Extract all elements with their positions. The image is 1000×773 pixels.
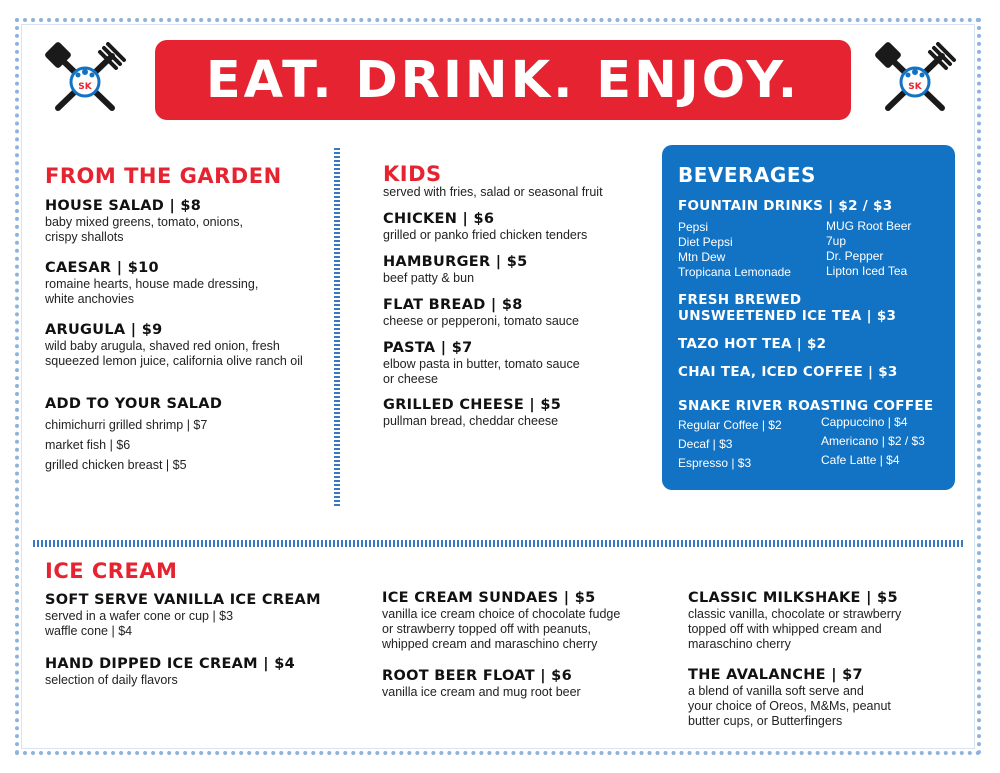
- kids-subtitle: served with fries, salad or seasonal fruit: [383, 185, 603, 199]
- menu-item-chicken: [383, 211, 587, 243]
- garden-title: FROM THE GARDEN: [45, 164, 282, 188]
- grill-logo-left: [42, 42, 128, 122]
- item-desc: vanilla ice cream and mug root beer: [382, 685, 581, 699]
- menu-item-hamburger: [383, 254, 528, 286]
- fresh-brewed-tea-heading: FRESH BREWED UNSWEETENED ICE TEA | $3: [678, 292, 897, 324]
- coffee-item: Regular Coffee | $2: [678, 418, 782, 432]
- item-desc: selection of daily flavors: [45, 673, 178, 687]
- coffee-item: Americano | $2 / $3: [821, 434, 925, 448]
- item-name: SOFT SERVE VANILLA ICE CREAM: [45, 592, 321, 608]
- item-name: ICE CREAM SUNDAES | $5: [382, 590, 596, 606]
- fountain-drink: 7up: [826, 234, 847, 248]
- beverages-title: BEVERAGES: [678, 163, 816, 187]
- menu-item-pasta: [383, 340, 580, 387]
- addon-item: chimichurri grilled shrimp | $7: [45, 418, 208, 432]
- item-desc: cheese or pepperoni, tomato sauce: [383, 314, 579, 328]
- menu-item-root-beer-float: [382, 668, 581, 700]
- addon-item: grilled chicken breast | $5: [45, 458, 187, 472]
- item-desc: classic vanilla, chocolate or strawberry topped off with whipped cream and maraschino cherry: [688, 607, 902, 651]
- item-desc: pullman bread, cheddar cheese: [383, 414, 559, 428]
- item-name: ARUGULA | $9: [45, 322, 163, 338]
- coffee-item: Espresso | $3: [678, 456, 752, 470]
- item-name: HAMBURGER | $5: [383, 254, 528, 270]
- item-desc: baby mixed greens, tomato, onions, crispy shallots: [45, 215, 244, 244]
- item-name: PASTA | $7: [383, 340, 473, 356]
- column-divider: [334, 148, 340, 508]
- fountain-drink: MUG Root Beer: [826, 219, 912, 233]
- menu-item-soft-serve: [45, 592, 321, 639]
- menu-item-avalanche: [688, 667, 891, 729]
- item-name: ROOT BEER FLOAT | $6: [382, 668, 572, 684]
- item-desc: grilled or panko fried chicken tenders: [383, 228, 588, 242]
- menu-item-caesar: [45, 260, 258, 307]
- menu-item-arugula: [45, 322, 303, 369]
- fountain-drink: Lipton Iced Tea: [826, 264, 908, 278]
- chai-tea-heading: CHAI TEA, ICED COFFEE | $3: [678, 364, 898, 380]
- fountain-drink: Pepsi: [678, 220, 709, 234]
- item-name: THE AVALANCHE | $7: [688, 667, 863, 683]
- menu-item-milkshake: [688, 590, 901, 652]
- add-to-salad-heading: ADD TO YOUR SALAD: [45, 396, 223, 412]
- fountain-drink: Dr. Pepper: [826, 249, 884, 263]
- coffee-item: Decaf | $3: [678, 437, 733, 451]
- grill-logo-right: [872, 42, 958, 122]
- coffee-item: Cafe Latte | $4: [821, 453, 900, 467]
- header-banner: [155, 40, 851, 120]
- item-desc: beef patty & bun: [383, 271, 475, 285]
- item-desc: a blend of vanilla soft serve and your choice of Oreos, M&Ms, peanut butter cups, or Butterfingers: [688, 684, 891, 728]
- item-desc: vanilla ice cream choice of chocolate fudge or strawberry topped off with peanuts, whipped cream and maraschino cherry: [382, 607, 621, 651]
- beverages-panel: [662, 145, 955, 490]
- menu-item-sundaes: [382, 590, 620, 652]
- item-name: CHICKEN | $6: [383, 211, 495, 227]
- coffee-heading: SNAKE RIVER ROASTING COFFEE: [678, 398, 934, 414]
- logo-text: SK: [78, 82, 92, 92]
- item-desc: romaine hearts, house made dressing, white anchovies: [45, 277, 259, 306]
- item-name: CAESAR | $10: [45, 260, 159, 276]
- menu-item-hand-dipped: [45, 656, 295, 688]
- spatula-fork-icon: [874, 42, 954, 108]
- icecream-title: ICE CREAM: [45, 559, 178, 583]
- fountain-drinks-heading: FOUNTAIN DRINKS | $2 / $3: [678, 198, 893, 214]
- menu-item-house-salad: [45, 198, 243, 245]
- fountain-drink: Mtn Dew: [678, 250, 726, 264]
- item-desc: served in a wafer cone or cup | $3 waffle cone | $4: [45, 609, 234, 638]
- item-name: FLAT BREAD | $8: [383, 297, 523, 313]
- menu-item-flat-bread: [383, 297, 579, 329]
- menu-item-grilled-cheese: [383, 397, 561, 429]
- spatula-fork-icon: [44, 42, 124, 108]
- item-name: HAND DIPPED ICE CREAM | $4: [45, 656, 295, 672]
- fountain-drink: Diet Pepsi: [678, 235, 733, 249]
- fountain-drink: Tropicana Lemonade: [678, 265, 791, 279]
- section-divider: [33, 540, 963, 547]
- tazo-hot-tea-heading: TAZO HOT TEA | $2: [678, 336, 827, 352]
- kids-title: KIDS: [383, 162, 442, 186]
- item-desc: elbow pasta in butter, tomato sauce or cheese: [383, 357, 580, 386]
- coffee-item: Cappuccino | $4: [821, 415, 908, 429]
- item-desc: wild baby arugula, shaved red onion, fresh squeezed lemon juice, california olive ranch oil: [45, 339, 303, 368]
- addon-item: market fish | $6: [45, 438, 131, 452]
- logo-text: SK: [908, 82, 922, 92]
- item-name: CLASSIC MILKSHAKE | $5: [688, 590, 898, 606]
- item-name: GRILLED CHEESE | $5: [383, 397, 562, 413]
- banner-title: EAT. DRINK. ENJOY.: [205, 50, 801, 110]
- item-name: HOUSE SALAD | $8: [45, 198, 202, 214]
